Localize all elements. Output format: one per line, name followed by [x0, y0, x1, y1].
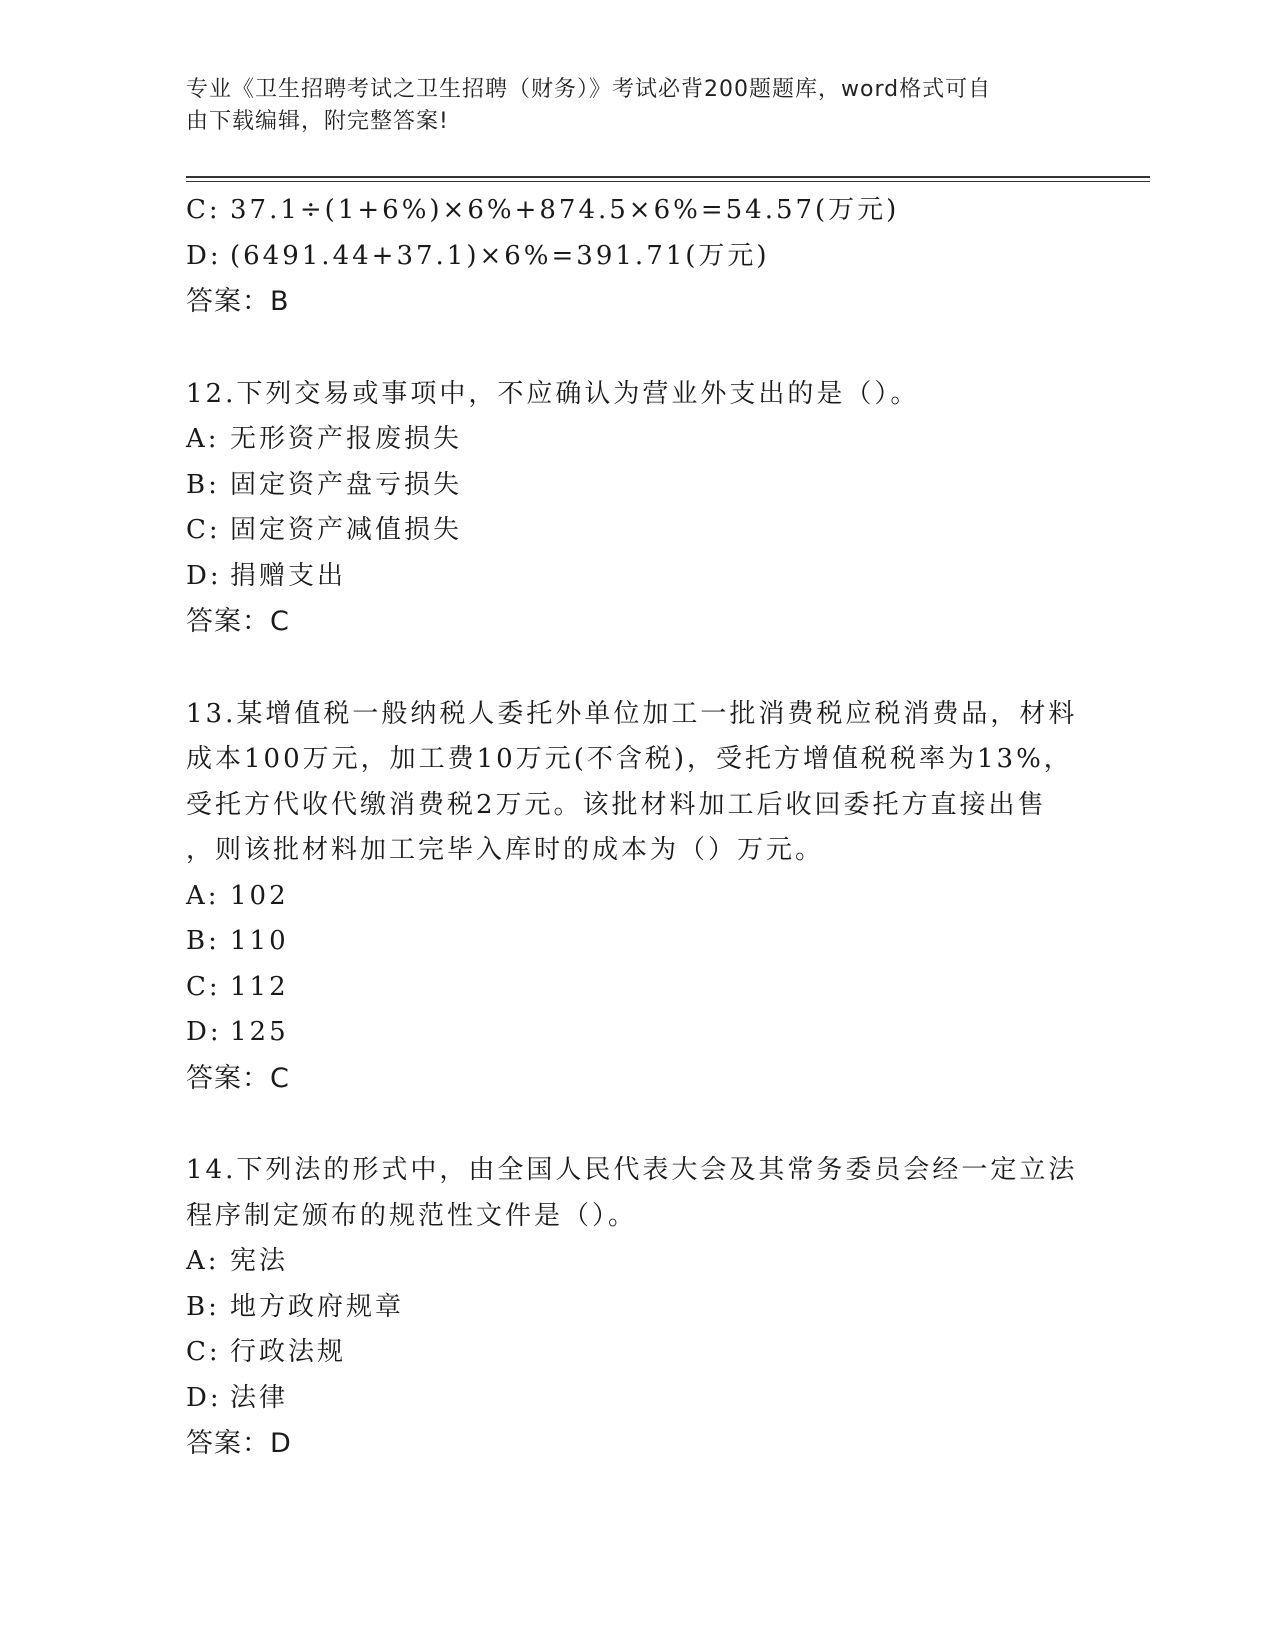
option-d — [186, 1376, 1086, 1422]
option-text: 37.1÷(1+6%)×6%+874.5×6%=54.57(万元) — [230, 195, 900, 225]
option-label: B: — [186, 926, 220, 956]
header-divider — [186, 176, 1150, 182]
header-line-2: 由下载编辑，附完整答案! — [186, 109, 449, 134]
option-label: B: — [186, 469, 220, 500]
answer-line: 答案：B — [186, 286, 290, 317]
option-c — [186, 188, 1086, 234]
question-stem: 14.下列法的形式中，由全国人民代表大会及其常务委员会经一定立法 — [186, 1155, 1078, 1185]
option-text: 捐赠支出 — [230, 560, 347, 591]
option-label: C: — [186, 195, 221, 225]
option-label: D: — [186, 1382, 222, 1413]
option-b — [186, 463, 1086, 509]
option-text: 125 — [230, 1017, 289, 1047]
question-stem: 13.某增值税一般纳税人委托外单位加工一批消费税应税消费品，材料 — [186, 698, 1078, 729]
option-text: (6491.44+37.1)×6%=391.71(万元) — [230, 240, 770, 271]
answer-line: 答案：D — [186, 1428, 292, 1459]
option-text: 法律 — [230, 1382, 289, 1413]
option-label: C: — [186, 1337, 221, 1367]
option-a — [186, 874, 1086, 920]
option-label: C: — [186, 971, 221, 1002]
option-text: 固定资产盘亏损失 — [230, 469, 463, 500]
option-b — [186, 1285, 1086, 1331]
option-c — [186, 965, 1086, 1011]
option-label: A: — [186, 1246, 220, 1276]
question-stem: 受托方代收代缴消费税2万元。该批材料加工后收回委托方直接出售 — [186, 789, 1047, 820]
option-text: 112 — [230, 971, 289, 1002]
option-c — [186, 1330, 1086, 1376]
option-d — [186, 1010, 1086, 1056]
option-d — [186, 234, 1086, 280]
option-text: 固定资产减值损失 — [230, 515, 463, 545]
document-header — [186, 74, 1066, 138]
option-label: D: — [186, 240, 222, 271]
option-label: D: — [186, 560, 222, 591]
option-label: D: — [186, 1017, 222, 1047]
option-label: A: — [186, 424, 220, 454]
option-a — [186, 1239, 1086, 1285]
question-stem: 12.下列交易或事项中，不应确认为营业外支出的是（）。 — [186, 378, 920, 409]
answer-line: 答案：C — [186, 1062, 290, 1094]
option-label: C: — [186, 515, 221, 545]
option-label: B: — [186, 1291, 220, 1322]
option-c — [186, 508, 1086, 554]
question-13 — [186, 692, 1086, 1102]
option-text: 地方政府规章 — [230, 1291, 405, 1322]
question-stem: 成本100万元，加工费10万元(不含税)，受托方增值税税率为13%， — [186, 744, 1073, 774]
question-12 — [186, 372, 1086, 645]
option-text: 无形资产报废损失 — [230, 424, 463, 454]
option-label: A: — [186, 880, 220, 911]
answer-line: 答案：C — [186, 606, 290, 637]
header-line-1: 专业《卫生招聘考试之卫生招聘（财务）》考试必背200题题库，word格式可自 — [186, 77, 992, 102]
option-text: 102 — [230, 880, 289, 911]
option-d — [186, 554, 1086, 600]
option-b — [186, 919, 1086, 965]
question-stem: 程序制定颁布的规范性文件是（）。 — [186, 1200, 638, 1231]
question-14 — [186, 1148, 1086, 1467]
option-text: 行政法规 — [230, 1337, 347, 1367]
option-text: 宪法 — [230, 1246, 289, 1276]
option-text: 110 — [230, 926, 289, 956]
previous-question-tail — [186, 188, 1086, 325]
document-body — [186, 188, 1086, 1467]
question-stem: ，则该批材料加工完毕入库时的成本为（）万元。 — [186, 835, 825, 865]
option-a — [186, 417, 1086, 463]
